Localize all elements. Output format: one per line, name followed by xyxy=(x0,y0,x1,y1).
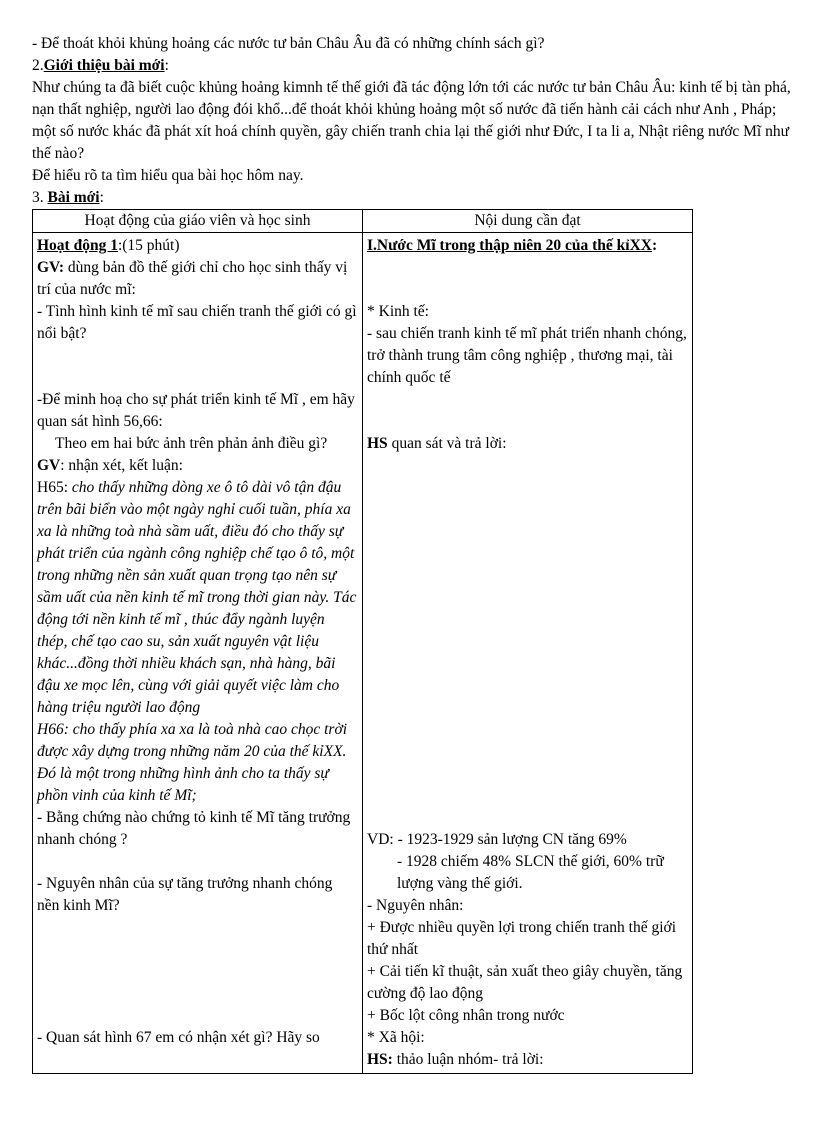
example-1: VD: - 1923-1929 sản lượng CN tăng 69% xyxy=(367,831,627,848)
cause-title: - Nguyên nhân: xyxy=(367,897,464,914)
section3-title: Bài mới xyxy=(47,189,100,206)
table-header-row xyxy=(33,210,693,233)
document-page xyxy=(32,33,792,1074)
section3-heading xyxy=(32,187,792,209)
hs2-text: thảo luận nhóm- trả lời: xyxy=(392,1051,544,1068)
activity-title: Hoạt động 1 xyxy=(37,237,118,254)
gv-text: dùng bản đồ thế giới chỉ cho học sinh thấy vị trí của nước mĩ: xyxy=(37,259,348,298)
header-left: Hoạt động của giáo viên và học sinh xyxy=(33,210,363,233)
society-label: * Xã hội: xyxy=(367,1029,425,1046)
economy-label: * Kinh tế: xyxy=(367,303,429,320)
gv-instruction xyxy=(37,257,358,301)
section-heading-colon: : xyxy=(652,237,658,254)
section2-colon: : xyxy=(164,57,169,74)
question-3: - Nguyên nhân của sự tăng trưởng nhanh chóng nền kinh Mĩ? xyxy=(37,875,333,914)
intro-paragraph-2: Để hiểu rõ ta tìm hiểu qua bài học hôm nay. xyxy=(32,167,304,184)
hs-discussion xyxy=(367,1049,688,1071)
header-right: Nội dung cần đạt xyxy=(363,210,693,233)
hs2-label: HS: xyxy=(367,1051,393,1068)
economy-text: - sau chiến tranh kinh tế mĩ phát triển nhanh chóng, trở thành trung tâm công nghiệp , thương mại, tài chính quốc tế xyxy=(367,325,687,386)
section2-number: 2. xyxy=(32,57,44,74)
illustration-question: Theo em hai bức ảnh trên phản ảnh điều gì? xyxy=(55,435,328,452)
cause-1: + Được nhiều quyền lợi trong chiến tranh thế giới thứ nhất xyxy=(367,919,677,958)
cause-3: + Bốc lột công nhân trong nước xyxy=(367,1007,565,1024)
question-4: - Quan sát hình 67 em có nhận xét gì? Hãy so xyxy=(37,1029,320,1046)
hs-text: quan sát và trả lời: xyxy=(387,435,507,452)
h66-explanation: H66: cho thấy phía xa xa là toà nhà cao chọc trời được xây dựng trong những năm 20 của thế kỉXX. Đó là một trong những hình ảnh cho ta thấy sự phồn vinh của kinh tế Mĩ; xyxy=(37,721,348,804)
lesson-table xyxy=(32,209,693,1074)
hs-label: HS xyxy=(367,435,388,452)
h65-text: cho thấy những dòng xe ô tô dài vô tận đậu trên bãi biển vào một ngày nghỉ cuối tuần, phía xa xa là những toà nhà sầm uất, điều đó cho thấy sự phát triển của ngành công nghiệp chế tạo ô tô, một trong những nền sản xuất quan trọng tạo nên sự sầm uất của nền kinh tế mĩ trong thời gian này. Tác động tới nền kinh tế mĩ , thúc đẩy ngành luyện thép, chế tạo cao su, sản xuất nguyên vật liệu khác...đồng thời nhiều khách sạn, nhà hàng, bãi đậu xe mọc lên, cùng với giải quyết việc làm cho hàng triệu người lao động xyxy=(37,479,357,716)
cause-2: + Cải tiến kĩ thuật, sản xuất theo giây chuyền, tăng cường độ lao động xyxy=(367,963,683,1002)
question-1: - Tình hình kinh tế mĩ sau chiến tranh thế giới có gì nổi bật? xyxy=(37,303,357,342)
intro-paragraph: Như chúng ta đã biết cuộc khủng hoảng kimnh tế thế giới đã tác động lớn tới các nước tư bản Châu Âu: kinh tế bị tàn phá, nạn thất nghiệp, người lao động đói khổ...để thoát khỏi khủng hoảng một số nước đã tiến hành cải cách như Anh , Pháp; một số nước khác đã phát xít hoá chính quyền, gây chiến tranh chia lại thế giới như Đức, I ta li a, Nhật riêng nước Mĩ như thế nào? xyxy=(32,79,791,162)
gv2-text: : nhận xét, kết luận: xyxy=(60,457,183,474)
section3-colon: : xyxy=(99,189,104,206)
teacher-student-column xyxy=(33,233,363,1074)
gv-label: GV: xyxy=(37,259,64,276)
h65-explanation xyxy=(37,477,358,719)
section3-number: 3. xyxy=(32,189,44,206)
hs-answer xyxy=(367,433,688,455)
question-2: - Bằng chứng nào chứng tỏ kinh tế Mĩ tăng trưởng nhanh chóng ? xyxy=(37,809,351,848)
activity-heading xyxy=(37,235,358,257)
section2-title: Giới thiệu bài mới xyxy=(43,57,165,74)
gv-conclusion xyxy=(37,455,358,477)
illustration-prompt: -Để minh hoạ cho sự phát triển kinh tế Mĩ , em hãy quan sát hình 56,66: xyxy=(37,391,355,430)
gv2-label: GV xyxy=(37,457,61,474)
section-heading xyxy=(367,235,688,257)
content-column xyxy=(363,233,693,1074)
section-heading-text: I.Nước Mĩ trong thập niên 20 của thế kỉXX xyxy=(367,237,652,254)
table-row xyxy=(33,233,693,1074)
example-2: - 1928 chiếm 48% SLCN thế giới, 60% trữ lượng vàng thế giới. xyxy=(397,853,664,892)
intro-question: - Để thoát khỏi khủng hoảng các nước tư bản Châu Âu đã có những chính sách gì? xyxy=(32,35,545,52)
activity-time: :(15 phút) xyxy=(117,237,180,254)
h65-label: H65: xyxy=(37,479,68,496)
section2-heading xyxy=(32,55,792,77)
